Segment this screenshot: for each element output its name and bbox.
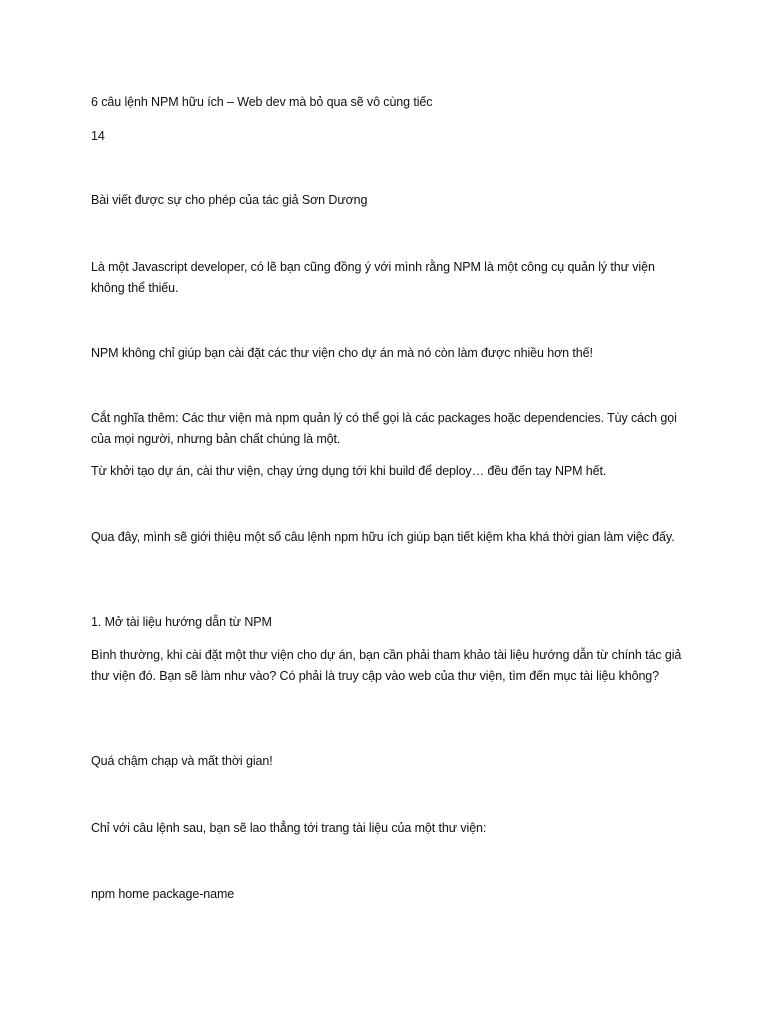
document-title: 6 câu lệnh NPM hữu ích – Web dev mà bỏ qua sẽ vô cùng tiếc (91, 95, 433, 109)
with-command-paragraph: Chỉ với câu lệnh sau, bạn sẽ lao thẳng tới trang tài liệu của một thư viện: (91, 821, 487, 835)
explain-paragraph: Cắt nghĩa thêm: Các thư viện mà npm quản lý có thể gọi là các packages hoặc dependencies. Tùy cách gọi của mọi người, nhưng bản chất chúng là một. (91, 411, 677, 446)
workflow-paragraph: Từ khởi tạo dự án, cài thư viện, chạy ứng dụng tới khi build để deploy… đều đến tay NPM hết. (91, 464, 607, 478)
npm-more-paragraph: NPM không chỉ giúp bạn cài đặt các thư viện cho dự án mà nó còn làm được nhiều hơn thế! (91, 346, 593, 360)
slow-paragraph: Quá chậm chạp và mất thời gian! (91, 754, 273, 768)
section1-heading: 1. Mở tài liệu hướng dẫn từ NPM (91, 615, 272, 629)
introduce-paragraph: Qua đây, mình sẽ giới thiệu một số câu lệnh npm hữu ích giúp bạn tiết kiệm kha khá thời gian làm việc đấy. (91, 530, 675, 544)
intro-paragraph: Là một Javascript developer, có lẽ bạn cũng đồng ý với mình rằng NPM là một công cụ quản lý thư viện không thể thiếu. (91, 260, 655, 295)
comment-count: 14 (91, 129, 105, 143)
author-line: Bài viết được sự cho phép của tác giả Sơn Dương (91, 193, 368, 207)
command-line: npm home package-name (91, 887, 235, 901)
section1-body: Bình thường, khi cài đặt một thư viện cho dự án, bạn cần phải tham khảo tài liệu hướng dẫn từ chính tác giả thư viện đó. Bạn sẽ làm như vào? Có phải là truy cập vào web của thư viện, tìm đến mục tài liệu không? (91, 648, 682, 683)
